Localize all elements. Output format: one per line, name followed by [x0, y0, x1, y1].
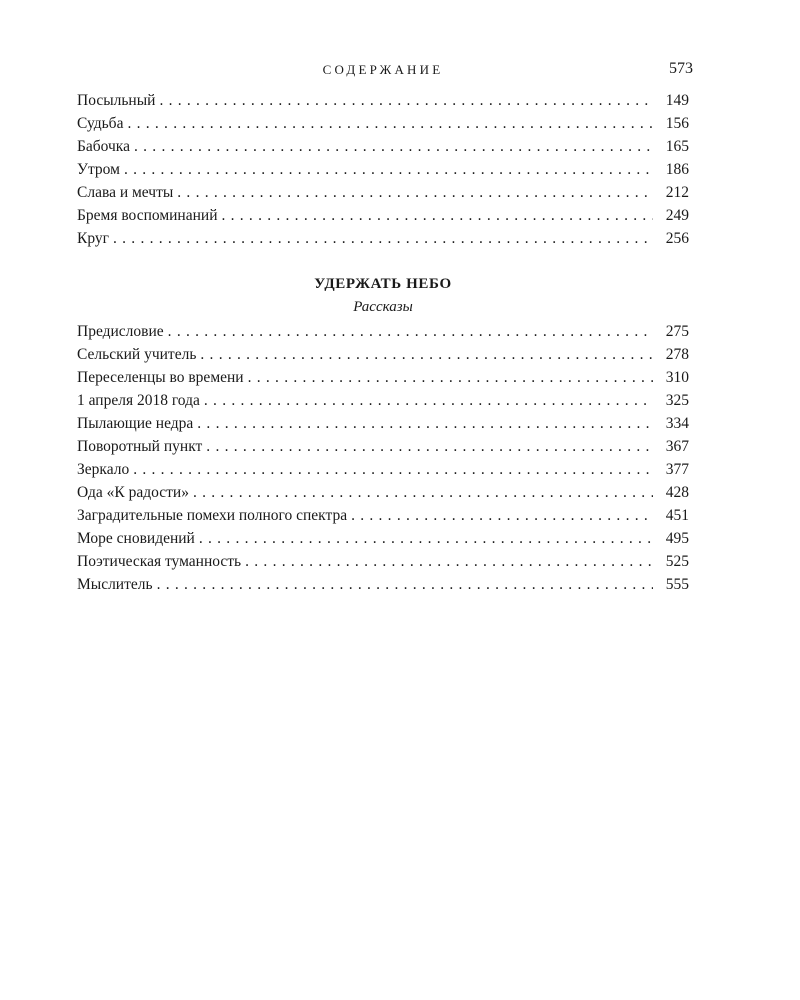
toc-entry-page: 325 [665, 392, 689, 409]
toc-entry-page: 186 [665, 161, 689, 178]
dot-leader [157, 573, 653, 596]
toc-entry-page: 149 [665, 92, 689, 109]
toc-entry-page: 525 [665, 553, 689, 570]
toc-entry [77, 366, 689, 389]
toc-entry-title: Заградительные помехи полного спектра [77, 507, 348, 524]
toc-entry [77, 320, 689, 343]
toc-entry [77, 481, 689, 504]
dot-leader [200, 343, 653, 366]
toc-entry-page: 451 [665, 507, 689, 524]
toc-entry-title: Море сновидений [77, 530, 195, 547]
toc-entry [77, 158, 689, 181]
running-title: СОДЕРЖАНИЕ [322, 62, 444, 77]
dot-leader [113, 227, 653, 250]
dot-leader [248, 366, 653, 389]
toc-entry-title: Пылающие недра [77, 415, 194, 432]
toc-entry-title: Ода «К радости» [77, 484, 189, 501]
toc-entry [77, 389, 689, 412]
toc-entry-page: 334 [665, 415, 689, 432]
page-number: 573 [669, 60, 693, 77]
dot-leader [159, 89, 653, 112]
toc-entry-page: 495 [665, 530, 689, 547]
toc-entry [77, 112, 689, 135]
toc-entry [77, 504, 689, 527]
toc-entry-title: Поэтическая туманность [77, 553, 242, 570]
dot-leader [245, 550, 653, 573]
dot-leader [133, 458, 653, 481]
dot-leader [127, 112, 653, 135]
toc-entry [77, 458, 689, 481]
toc-entry [77, 343, 689, 366]
toc-entry-page: 275 [665, 323, 689, 340]
toc-entry-page: 212 [665, 184, 689, 201]
section-subtitle: Рассказы [353, 299, 413, 315]
toc-entry-page: 278 [665, 346, 689, 363]
toc-entry-page: 310 [665, 369, 689, 386]
toc-entry-title: Переселенцы во времени [77, 369, 244, 386]
toc-entry-title: Мыслитель [77, 576, 153, 593]
toc-entry-title: Слава и мечты [77, 184, 174, 201]
toc-entry-title: Поворотный пункт [77, 438, 203, 455]
toc-entry [77, 412, 689, 435]
toc-entry-title: Утром [77, 161, 120, 178]
toc-entry [77, 550, 689, 573]
toc-entry [77, 227, 689, 250]
toc-entry-title: Бабочка [77, 138, 130, 155]
toc-entry-title: 1 апреля 2018 года [77, 392, 200, 409]
dot-leader [124, 158, 653, 181]
toc-entry [77, 435, 689, 458]
toc-entry [77, 527, 689, 550]
dot-leader [177, 181, 653, 204]
toc-entry-title: Круг [77, 230, 109, 247]
toc-list-part2 [77, 320, 689, 596]
dot-leader [206, 435, 653, 458]
running-head [77, 60, 693, 80]
toc-entry-page: 377 [665, 461, 689, 478]
toc-entry-page: 256 [665, 230, 689, 247]
toc-entry-page: 156 [665, 115, 689, 132]
dot-leader [168, 320, 653, 343]
section-title: УДЕРЖАТЬ НЕБО [314, 276, 452, 292]
toc-list-part1 [77, 89, 689, 250]
dot-leader [134, 135, 653, 158]
toc-entry-page: 249 [665, 207, 689, 224]
dot-leader [193, 481, 653, 504]
toc-entry [77, 135, 689, 158]
toc-entry-title: Судьба [77, 115, 124, 132]
toc-entry [77, 181, 689, 204]
toc-entry-title: Зеркало [77, 461, 130, 478]
dot-leader [197, 412, 653, 435]
toc-entry-title: Сельский учитель [77, 346, 197, 363]
toc-entry-page: 165 [665, 138, 689, 155]
toc-entry-page: 428 [665, 484, 689, 501]
toc-entry-title: Бремя воспоминаний [77, 207, 218, 224]
dot-leader [221, 204, 653, 227]
toc-entry-page: 367 [665, 438, 689, 455]
dot-leader [199, 527, 653, 550]
toc-entry-title: Посыльный [77, 92, 156, 109]
toc-entry-page: 555 [665, 576, 689, 593]
toc-entry [77, 204, 689, 227]
dot-leader [204, 389, 653, 412]
toc-entry [77, 573, 689, 596]
toc-entry-title: Предисловие [77, 323, 164, 340]
dot-leader [351, 504, 653, 527]
toc-entry [77, 89, 689, 112]
